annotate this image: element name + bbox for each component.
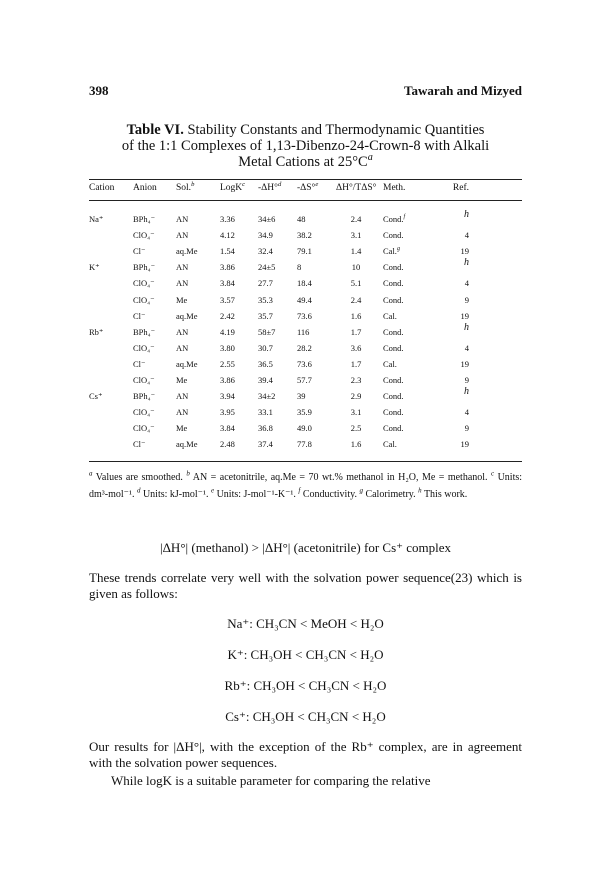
paragraph-logk: While logK is a suitable parameter for comparing the relative — [111, 773, 431, 788]
header-col-ratio: ΔH°/TΔS° — [336, 183, 377, 193]
table-cell-col-entropy: 116 — [297, 326, 310, 337]
header-col-logk: LogK$^c$ — [220, 180, 246, 193]
sequence-rb: Rb⁺: CH₃OH < CH₃CN < H₂O — [224, 678, 387, 693]
table-cell-col-logk: 3.94 — [220, 391, 235, 402]
table-cell-col-ratio: 1.6 — [350, 310, 362, 321]
table-cell-col-cation: Cs⁺ — [89, 391, 103, 402]
table-cell-col-logk: 2.42 — [220, 310, 235, 321]
table-cell-col-ratio: 2.5 — [350, 423, 362, 434]
table-cell-col-solvent: AN — [176, 214, 189, 224]
table-cell-col-enthalpy: 34±6 — [258, 214, 276, 224]
table-cell-col-ref: h — [464, 321, 469, 333]
table-cell-col-enthalpy: 58±7 — [258, 326, 276, 337]
table-cell-col-anion: BPh₄⁻ — [133, 214, 156, 224]
table-cell-col-solvent: Me — [176, 423, 188, 434]
header-col-ref: Ref. — [452, 183, 469, 193]
table-cell-col-logk: 3.86 — [220, 375, 235, 385]
table-cell-col-ref: 19 — [460, 439, 469, 450]
table-cell-col-enthalpy: 30.7 — [258, 342, 273, 353]
table-cell-col-ref: 9 — [464, 294, 469, 305]
table-cell-col-ref: 19 — [460, 246, 469, 257]
table-cell-col-anion: Cl⁻ — [133, 358, 146, 369]
footnote-e: Units: J-mol⁻¹-K⁻¹. — [216, 489, 296, 500]
table-cell-col-ref: 4 — [464, 342, 469, 353]
table-cell-col-logk: 2.48 — [220, 439, 235, 450]
table-cell-col-solvent: aq.Me — [176, 358, 198, 369]
table-cell-col-method: Cond. — [383, 375, 404, 385]
table-cell-col-ref: 9 — [464, 423, 469, 434]
table-cell-col-ratio: 10 — [351, 262, 361, 273]
header-col-solvent: Sol.$^b$ — [176, 180, 195, 193]
table-cell-col-method: Cond. — [383, 342, 404, 353]
header-col-method: Meth. — [383, 183, 406, 193]
table-cell-col-entropy: 39 — [297, 391, 306, 402]
table-cell-col-enthalpy: 36.5 — [258, 358, 273, 369]
table-footnotes: $^a$ Values are smoothed. $^b$ AN = acetonitrile, aq.Me = 70 wt.% methanol in H₂O, Me = methanol. $^c$ Units: dm³-mol⁻¹. $^d$ Units: kJ-mol⁻¹. $^e$ Units: J-mol⁻¹-K⁻¹. $^f$ Conductivity. $^g$ Calorimetry. $^h$ This work. — [89, 469, 523, 500]
table-cell-col-solvent: AN — [176, 326, 189, 337]
footnote-d: Units: kJ-mol⁻¹. — [142, 489, 209, 500]
table-cell-col-ref: h — [464, 386, 469, 398]
table-cell-col-ref: 19 — [460, 310, 469, 321]
table-cell-col-enthalpy: 36.8 — [258, 423, 273, 434]
table-cell-col-ratio: 2.3 — [350, 375, 362, 385]
enthalpy-relation: |ΔH°| (methanol) > |ΔH°| (acetonitrile) for Cs⁺ complex — [159, 540, 452, 555]
table-cell-col-method: Cond. — [383, 294, 404, 305]
table-cell-col-anion: Cl⁻ — [133, 439, 146, 450]
header-col-cation: Cation — [89, 183, 115, 193]
footnote-b: AN = acetonitrile, aq.Me = 70 wt.% methanol in H₂O, Me = methanol. — [192, 472, 488, 483]
table-cell-col-ratio: 3.6 — [350, 342, 362, 353]
table-cell-col-entropy: 49.4 — [297, 294, 312, 305]
table-cell-col-anion: BPh₄⁻ — [133, 391, 156, 402]
table-cell-col-ratio: 1.6 — [350, 439, 362, 450]
table-cell-col-method: Cond. — [383, 278, 404, 289]
table-cell-col-anion: ClO₄⁻ — [133, 342, 155, 353]
page-number: 398 — [89, 83, 109, 98]
table-cell-col-method: Cond. — [383, 230, 404, 241]
footnote-c: Units: dm³-mol⁻¹. — [89, 472, 523, 500]
table-cell-col-ratio: 2.4 — [350, 294, 362, 305]
table-cell-col-anion: ClO₄⁻ — [133, 294, 155, 305]
table-cell-col-solvent: AN — [176, 262, 189, 273]
table-cell-col-ref: h — [464, 209, 469, 220]
table-cell-col-ratio: 3.1 — [350, 230, 362, 241]
table-cell-col-cation: Rb⁺ — [89, 326, 104, 337]
table-cell-col-solvent: AN — [176, 407, 189, 418]
footnote-a: Values are smoothed. — [95, 472, 183, 483]
table-cell-col-entropy: 79.1 — [297, 246, 312, 257]
table-cell-col-solvent: aq.Me — [176, 246, 198, 257]
table-cell-col-enthalpy: 34.9 — [258, 230, 273, 241]
table-cell-col-enthalpy: 27.7 — [258, 278, 273, 289]
table-cell-col-ref: 19 — [460, 358, 469, 369]
table-cell-col-ratio: 2.4 — [350, 214, 362, 224]
table-cell-col-method: Cond. — [383, 391, 404, 402]
table-cell-col-entropy: 28.2 — [297, 342, 312, 353]
table-cell-col-method: Cond. — [383, 326, 404, 337]
table-cell-col-ratio: 1.7 — [350, 358, 362, 369]
author-running-head: Tawarah and Mizyed — [404, 83, 522, 98]
table-cell-col-logk: 1.54 — [220, 246, 235, 257]
table-cell-col-method: Cond. — [383, 407, 404, 418]
table-cell-col-ref: 4 — [464, 407, 469, 418]
header-col-enthalpy: -ΔH°$^d$ — [258, 180, 282, 193]
table-cell-col-ratio: 1.7 — [350, 326, 362, 337]
table-cell-col-enthalpy: 24±5 — [258, 262, 276, 273]
table-cell-col-logk: 3.84 — [220, 423, 235, 434]
table-cell-col-enthalpy: 37.4 — [258, 439, 273, 450]
table-cell-col-logk: 2.55 — [220, 358, 235, 369]
table-label: Table VI. — [126, 122, 184, 138]
table-cell-col-cation: K⁺ — [89, 262, 100, 273]
table-cell-col-solvent: aq.Me — [176, 310, 198, 321]
table-cell-col-enthalpy: 33.1 — [258, 407, 273, 418]
table-cell-col-anion: Cl⁻ — [133, 310, 146, 321]
table-title-line-1: Stability Constants and Thermodynamic Quantities — [187, 122, 485, 138]
table-cell-col-solvent: Me — [176, 375, 188, 385]
table-cell-col-enthalpy: 32.4 — [258, 246, 273, 257]
table-cell-col-anion: ClO₄⁻ — [133, 423, 155, 434]
table-cell-col-solvent: Me — [176, 294, 188, 305]
table-cell-col-anion: BPh₄⁻ — [133, 326, 156, 337]
table-cell-col-entropy: 35.9 — [297, 407, 312, 418]
table-cell-col-solvent: AN — [176, 230, 189, 241]
table-cell-col-anion: Cl⁻ — [133, 246, 146, 257]
table-bottom-rule — [89, 461, 522, 462]
table-caption: Table VI. Stability Constants and Thermodynamic Quantities of the 1:1 Complexes of 1,13-Dibenzo-24-Crown-8 with Alkali Metal Cations at $25^\circ C^a$ — [89, 122, 522, 170]
footnote-g: Calorimetry. — [365, 489, 416, 500]
table-cell-col-entropy: 38.2 — [297, 230, 312, 241]
table-cell-col-entropy: 18.4 — [297, 278, 312, 289]
table-cell-col-enthalpy: 35.3 — [258, 294, 273, 305]
table-cell-col-anion: ClO₄⁻ — [133, 375, 155, 385]
table-cell-col-ref: 4 — [464, 278, 469, 289]
table-cell-col-method: Cond. — [383, 262, 404, 273]
table-cell-col-enthalpy: 35.7 — [258, 310, 273, 321]
table-cell-col-logk: 3.84 — [220, 278, 235, 289]
table-cell-col-entropy: 48 — [297, 214, 306, 224]
table-cell-col-logk: 3.95 — [220, 407, 235, 418]
running-head — [89, 83, 522, 103]
table-top-rule — [89, 179, 522, 180]
table-cell-col-method: Cal.$^g$ — [383, 246, 400, 257]
table-cell-col-entropy: 8 — [297, 262, 302, 273]
sequence-na: Na⁺: CH₃CN < MeOH < H₂O — [227, 616, 384, 631]
table-cell-col-method: Cal. — [383, 358, 397, 369]
table-cell-col-method: Cond.$^f$ — [383, 214, 406, 224]
header-col-entropy: -ΔS°$^e$ — [297, 180, 319, 193]
table-cell-col-entropy: 73.6 — [297, 310, 312, 321]
table-cell-col-ratio: 1.4 — [350, 246, 362, 257]
sequence-k: K⁺: CH₃OH < CH₃CN < H₂O — [227, 647, 384, 662]
table-cell-col-ratio: 3.1 — [350, 407, 362, 418]
table-cell-col-entropy: 73.6 — [297, 358, 312, 369]
table-title-line-3: Metal Cations at 25°C — [238, 154, 368, 170]
table-cell-col-logk: 4.19 — [220, 326, 235, 337]
table-cell-col-enthalpy: 34±2 — [258, 391, 276, 402]
table-cell-col-enthalpy: 39.4 — [258, 375, 273, 385]
table-cell-col-entropy: 77.8 — [297, 439, 312, 450]
table-cell-col-solvent: AN — [176, 278, 189, 289]
table-cell-col-logk: 3.57 — [220, 294, 235, 305]
table-cell-col-ref: 9 — [464, 375, 469, 385]
footnote-f: Conductivity. — [302, 489, 357, 500]
table-cell-col-entropy: 49.0 — [297, 423, 312, 434]
table-cell-col-solvent: aq.Me — [176, 439, 198, 450]
table-cell-col-solvent: AN — [176, 391, 189, 402]
table-cell-col-ratio: 5.1 — [350, 278, 362, 289]
table-cell-col-ratio: 2.9 — [350, 391, 362, 402]
table-cell-col-method: Cal. — [383, 439, 397, 450]
table-cell-col-solvent: AN — [176, 342, 189, 353]
table-cell-col-anion: BPh₄⁻ — [133, 262, 156, 273]
table-title-line-2: of the 1:1 Complexes of 1,13-Dibenzo-24-Crown-8 with Alkali — [121, 138, 490, 154]
table-cell-col-anion: ClO₄⁻ — [133, 407, 155, 418]
table-cell-col-entropy: 57.7 — [297, 375, 312, 385]
table-cell-col-method: Cal. — [383, 310, 397, 321]
table-cell-col-method: Cond. — [383, 423, 404, 434]
table-header-rule — [89, 200, 522, 201]
table-cell-col-anion: ClO₄⁻ — [133, 230, 155, 241]
table-cell-col-logk: 4.12 — [220, 230, 235, 241]
footnote-h: This work. — [423, 489, 468, 500]
table-cell-col-logk: 3.36 — [220, 214, 235, 224]
table-cell-col-anion: ClO₄⁻ — [133, 278, 155, 289]
paragraph-solvation: These trends correlate very well with the solvation power sequence(23) which is given as follows: — [89, 570, 522, 601]
table-cell-col-cation: Na⁺ — [89, 214, 104, 224]
table-cell-col-logk: 3.80 — [220, 342, 235, 353]
header-col-anion: Anion — [133, 183, 157, 193]
table-cell-col-logk: 3.86 — [220, 262, 235, 273]
table-cell-col-ref: 4 — [464, 230, 469, 241]
paragraph-results: Our results for |ΔH°|, with the exception of the Rb⁺ complex, are in agreement with the solvation power sequences. — [89, 739, 522, 770]
table-cell-col-ref: h — [464, 257, 469, 269]
sequence-cs: Cs⁺: CH₃OH < CH₃CN < H₂O — [225, 709, 386, 724]
